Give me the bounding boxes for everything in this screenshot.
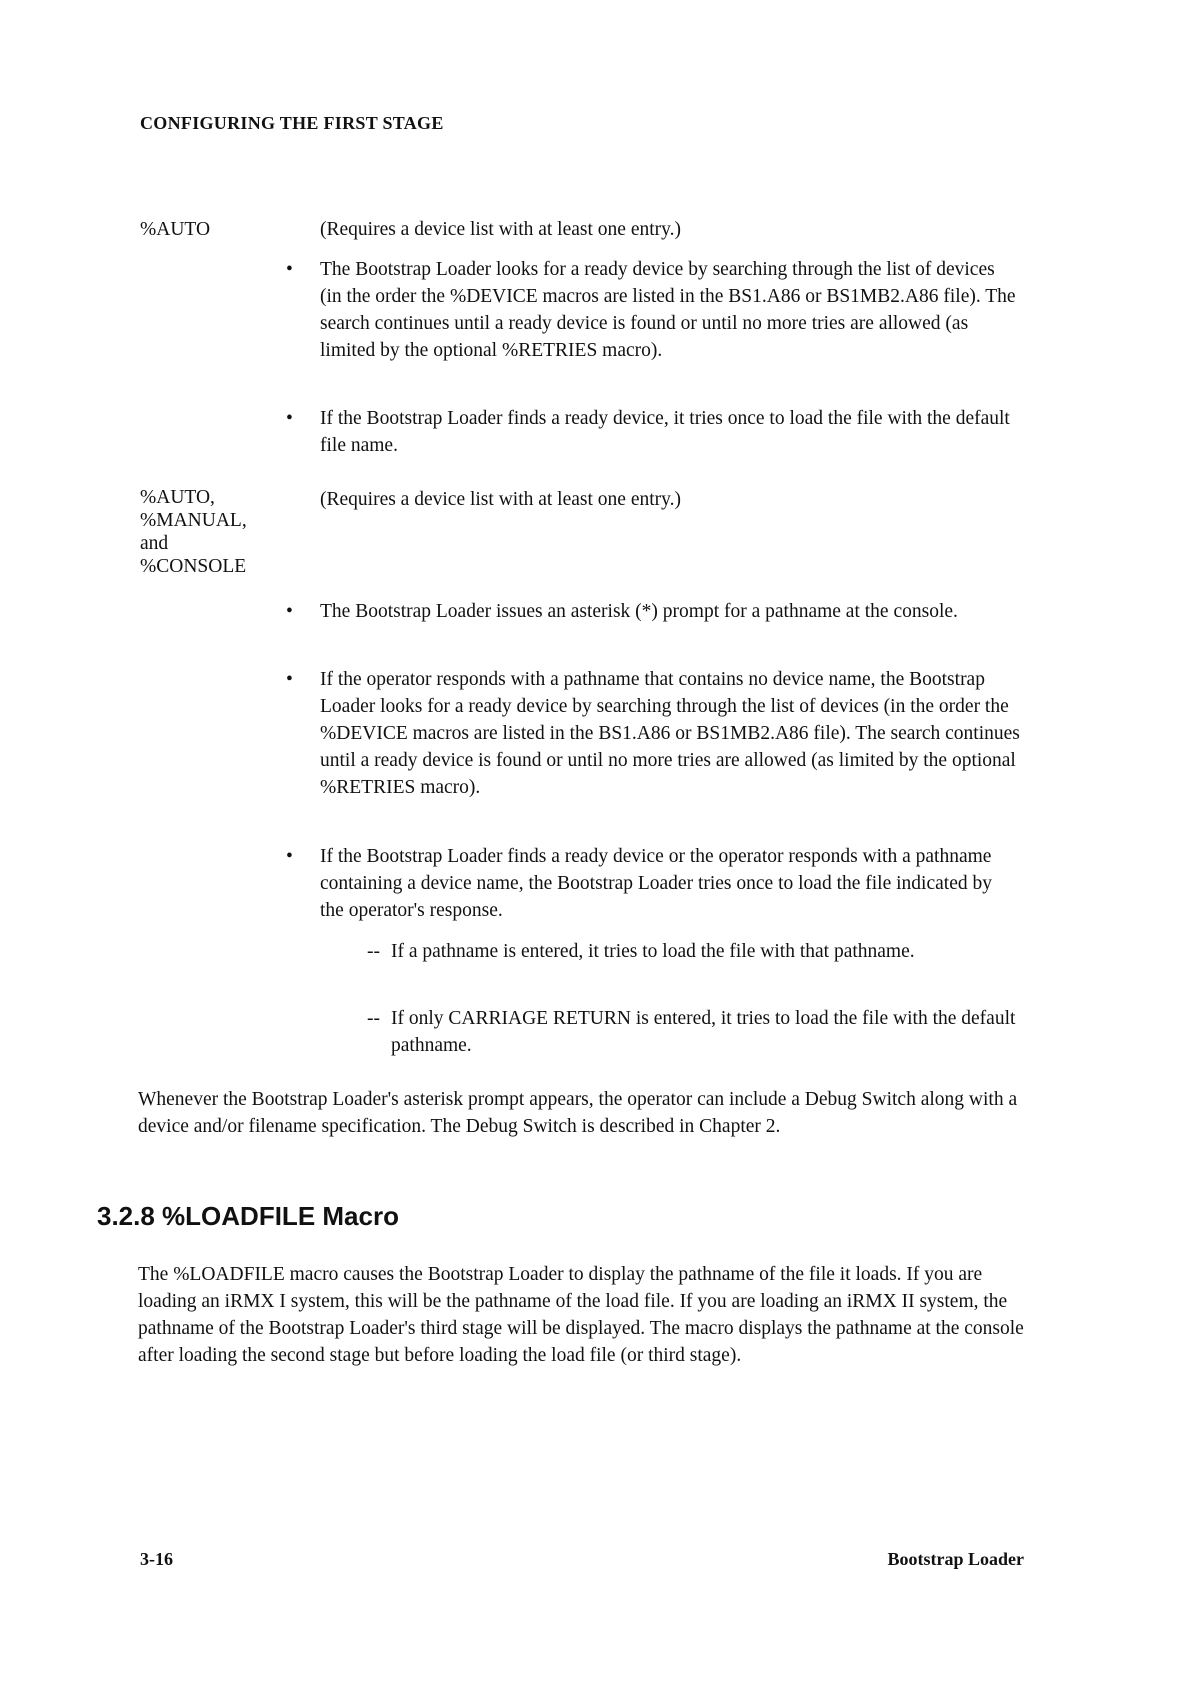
bullet-item xyxy=(286,256,1026,391)
term-line: %MANUAL, xyxy=(140,510,247,531)
body-paragraph: Whenever the Bootstrap Loader's asterisk prompt appears, the operator can include a Debug Switch along with a device and/or filename specification. The Debug Switch is described in Chapter 2. xyxy=(138,1089,1018,1137)
bullet-icon: • xyxy=(286,408,293,429)
running-head: CONFIGURING THE FIRST STAGE xyxy=(140,113,444,133)
dash-marker: -- xyxy=(367,1008,380,1029)
term-auto-manual-console xyxy=(140,486,310,578)
dash-text: If only CARRIAGE RETURN is entered, it tries to load the file with the default pathname. xyxy=(391,1008,1016,1056)
term-line: and xyxy=(140,533,169,554)
bullet-text: If the operator responds with a pathname that contains no device name, the Bootstrap Loader looks for a ready device by searching through the list of devices (in the order the %DEVICE macros are listed in the BS1.A86 or BS1MB2.A86 file). The search continues until a ready device is found or until no more tries are allowed (as limited by the optional %RETRIES macro). xyxy=(320,669,1020,798)
bullet-text: If the Bootstrap Loader finds a ready device, it tries once to load the file with the default file name. xyxy=(320,408,1010,456)
bullet-text: If the Bootstrap Loader finds a ready device or the operator responds with a pathname containing a device name, the Bootstrap Loader tries once to load the file indicated by the operator's response. xyxy=(320,846,992,921)
bullet-icon: • xyxy=(286,846,293,867)
bullet-icon: • xyxy=(286,601,293,622)
entry-description: (Requires a device list with at least one entry.) xyxy=(320,219,681,240)
bullet-text: The Bootstrap Loader issues an asterisk (*) prompt for a pathname at the console. xyxy=(320,601,958,622)
bullet-icon: • xyxy=(286,669,293,690)
entry-description: (Requires a device list with at least one entry.) xyxy=(320,489,681,510)
term-auto: %AUTO xyxy=(140,219,211,240)
dash-text: If a pathname is entered, it tries to load the file with that pathname. xyxy=(391,941,915,962)
page-number: 3-16 xyxy=(140,1549,173,1569)
term-line: %CONSOLE xyxy=(140,556,247,577)
bullet-text: The Bootstrap Loader looks for a ready device by searching through the list of devices (in the order the %DEVICE macros are listed in the BS1.A86 or BS1MB2.A86 file). The search continues until a ready device is found or until no more tries are allowed (as limited by the optional %RETRIES macro). xyxy=(320,259,1016,361)
bullet-icon: • xyxy=(286,259,293,280)
dash-marker: -- xyxy=(367,941,380,962)
body-paragraph: The %LOADFILE macro causes the Bootstrap Loader to display the pathname of the file it loads. If you are loading an iRMX I system, this will be the pathname of the load file. If you are loading an iRMX II system, the pathname of the Bootstrap Loader's third stage will be displayed. The macro displays the pathname at the console after loading the second stage but before loading the load file (or third stage). xyxy=(138,1264,1024,1366)
bullet-item xyxy=(286,405,1026,459)
term-line: %AUTO, xyxy=(140,487,215,508)
section-heading: 3.2.8 %LOADFILE Macro xyxy=(97,1201,399,1231)
footer-title: Bootstrap Loader xyxy=(887,1549,1024,1569)
